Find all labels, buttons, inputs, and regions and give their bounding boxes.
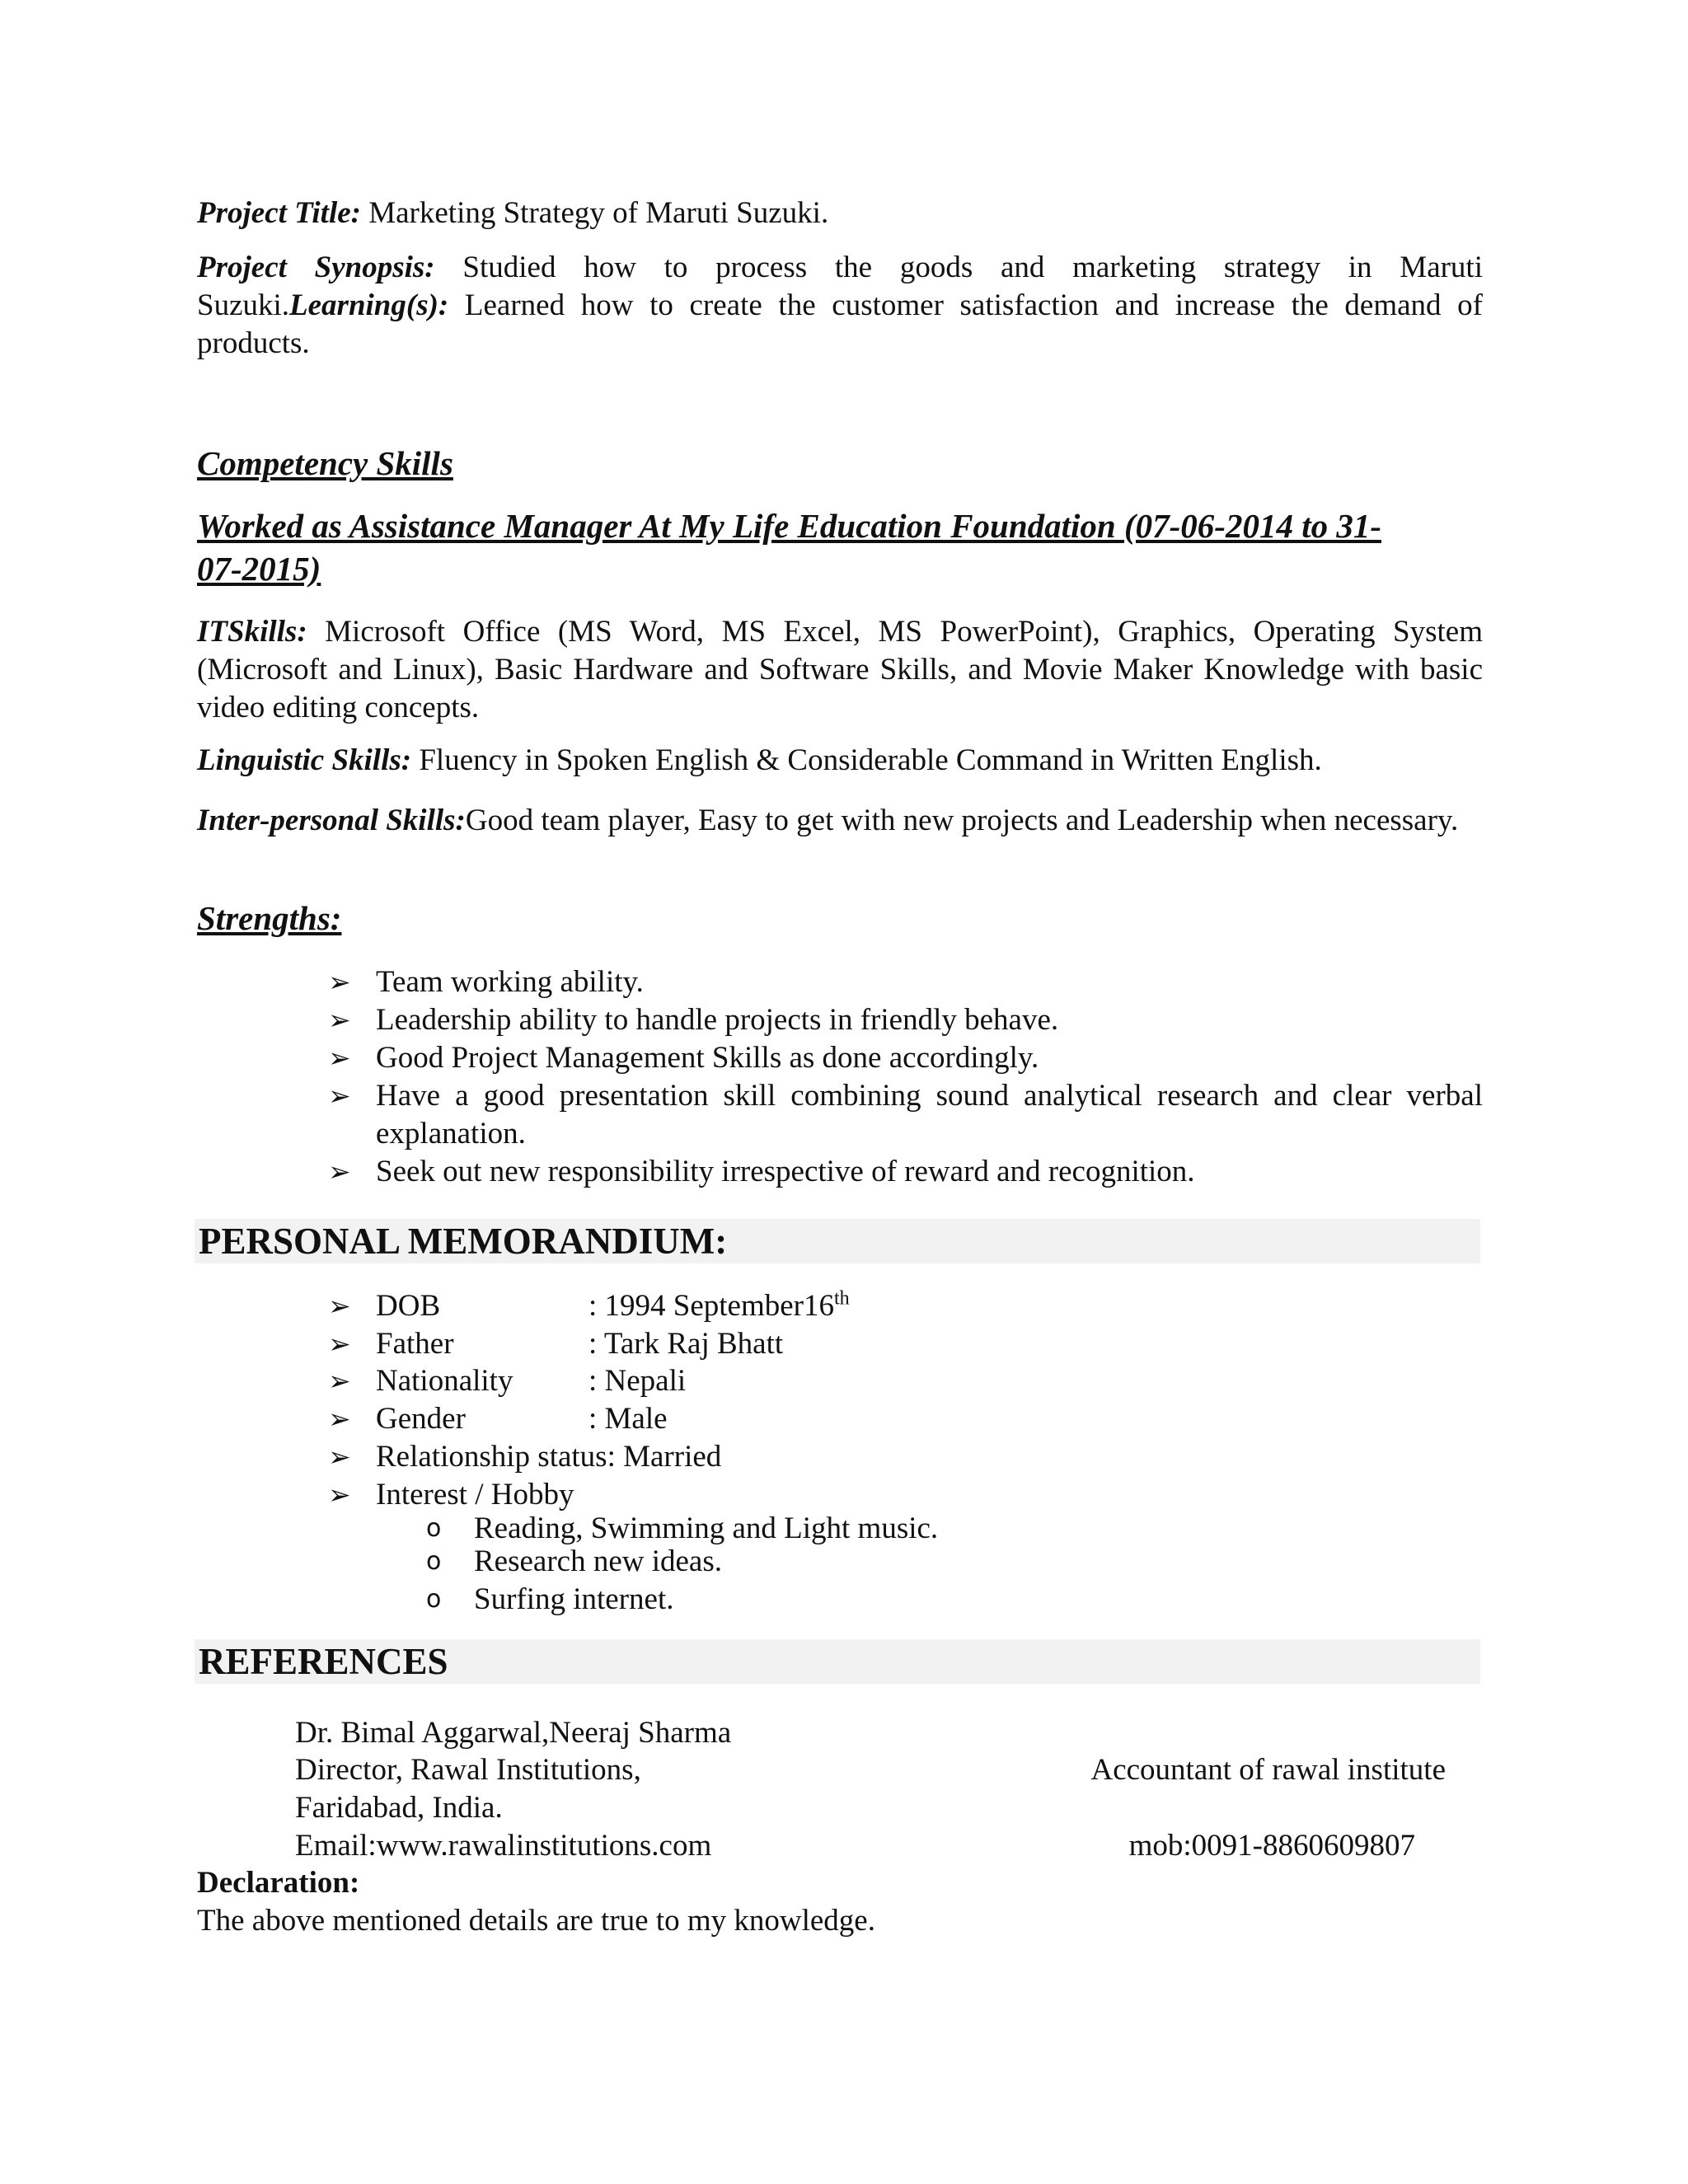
interpersonal-skills-value: Good team player, Easy to get with new projects and Leadership when necessary. bbox=[465, 804, 1459, 837]
arrow-bullet-icon: ➢ bbox=[328, 966, 351, 998]
hobby-item: Reading, Swimming and Light music. bbox=[474, 1511, 939, 1545]
interpersonal-skills-label: Inter-personal Skills: bbox=[197, 804, 466, 837]
reference-location: Faridabad, India. bbox=[295, 1791, 503, 1825]
arrow-bullet-icon: ➢ bbox=[328, 1290, 351, 1322]
dob-value-text: : 1994 September16 bbox=[588, 1289, 835, 1323]
hobby-item: Research new ideas. bbox=[474, 1544, 723, 1578]
gender-value: : Male bbox=[588, 1402, 668, 1436]
competency-heading: Competency Skills bbox=[197, 444, 453, 482]
arrow-bullet-icon: ➢ bbox=[328, 1155, 351, 1188]
arrow-bullet-icon: ➢ bbox=[328, 1042, 351, 1074]
reference-title-right: Accountant of rawal institute bbox=[1090, 1753, 1446, 1787]
learning-value: Learned how to create the customer satisfaction and increase the demand of products. bbox=[197, 288, 1483, 360]
dob-label: DOB bbox=[376, 1289, 441, 1323]
project-title-label: Project Title: bbox=[197, 196, 361, 230]
it-skills bbox=[197, 613, 1483, 727]
linguistic-skills-value: Fluency in Spoken English & Considerable Command in Written English. bbox=[411, 743, 1322, 777]
circle-bullet-icon: o bbox=[426, 1585, 442, 1614]
project-synopsis-label: Project Synopsis: bbox=[197, 251, 435, 284]
declaration-heading: Declaration: bbox=[197, 1866, 360, 1900]
linguistic-skills-label: Linguistic Skills: bbox=[197, 743, 412, 777]
it-skills-value: Microsoft Office (MS Word, MS Excel, MS PowerPoint), Graphics, Operating System (Microsoft and Linux), Basic Hardware and Software Skills, and Movie Maker Knowledge with basic video editing concepts. bbox=[197, 615, 1483, 724]
gender-label: Gender bbox=[376, 1402, 466, 1436]
reference-email: Email:www.rawalinstitutions.com bbox=[295, 1829, 712, 1863]
interpersonal-skills bbox=[197, 802, 1483, 840]
strength-item: Have a good presentation skill combining sound analytical research and clear verbal explanation. bbox=[376, 1079, 1483, 1151]
hobby-item: Surfing internet. bbox=[474, 1582, 674, 1616]
learning-label: Learning(s): bbox=[289, 288, 449, 322]
father-value: : Tark Raj Bhatt bbox=[588, 1327, 784, 1361]
memorandium-heading: PERSONAL MEMORANDIUM: bbox=[199, 1221, 728, 1262]
dob-value bbox=[588, 1287, 850, 1325]
circle-bullet-icon: o bbox=[426, 1547, 442, 1576]
dob-value-sup: th bbox=[834, 1287, 850, 1310]
declaration-text: The above mentioned details are true to my knowledge. bbox=[197, 1904, 875, 1938]
interest-hobby: Interest / Hobby bbox=[376, 1478, 574, 1511]
reference-names: Dr. Bimal Aggarwal,Neeraj Sharma bbox=[295, 1716, 732, 1750]
project-title-value: Marketing Strategy of Maruti Suzuki. bbox=[360, 196, 829, 230]
nationality-value: : Nepali bbox=[588, 1364, 687, 1398]
arrow-bullet-icon: ➢ bbox=[328, 1441, 351, 1473]
arrow-bullet-icon: ➢ bbox=[328, 1365, 351, 1397]
project-synopsis-value: Studied how to process the goods and marketing strategy in Maruti Suzuki. bbox=[197, 251, 1483, 322]
father-label: Father bbox=[376, 1327, 454, 1361]
strengths-heading: Strengths: bbox=[197, 899, 342, 937]
reference-mobile: mob:0091-8860609807 bbox=[1128, 1829, 1415, 1863]
project-title bbox=[197, 194, 1483, 232]
strength-item: Leadership ability to handle projects in friendly behave. bbox=[376, 1003, 1059, 1037]
strength-item: Good Project Management Skills as done accordingly. bbox=[376, 1041, 1039, 1075]
arrow-bullet-icon: ➢ bbox=[328, 1004, 351, 1036]
reference-title-left: Director, Rawal Institutions, bbox=[295, 1753, 641, 1787]
strength-item: Team working ability. bbox=[376, 965, 644, 999]
arrow-bullet-icon: ➢ bbox=[328, 1403, 351, 1435]
arrow-bullet-icon: ➢ bbox=[328, 1328, 351, 1360]
it-skills-label: ITSkills: bbox=[197, 615, 307, 649]
references-heading: REFERENCES bbox=[199, 1641, 448, 1682]
project-synopsis bbox=[197, 249, 1483, 363]
strength-item: Seek out new responsibility irrespective of reward and recognition. bbox=[376, 1155, 1195, 1188]
arrow-bullet-icon: ➢ bbox=[328, 1479, 351, 1511]
worked-as-line-2: 07-2015) bbox=[197, 550, 321, 588]
linguistic-skills bbox=[197, 742, 1483, 780]
worked-as-line-1: Worked as Assistance Manager At My Life Education Foundation (07-06-2014 to 31- bbox=[197, 507, 1381, 545]
nationality-label: Nationality bbox=[376, 1364, 513, 1398]
arrow-bullet-icon: ➢ bbox=[328, 1080, 351, 1112]
relationship-status: Relationship status: Married bbox=[376, 1440, 722, 1474]
circle-bullet-icon: o bbox=[426, 1514, 442, 1543]
